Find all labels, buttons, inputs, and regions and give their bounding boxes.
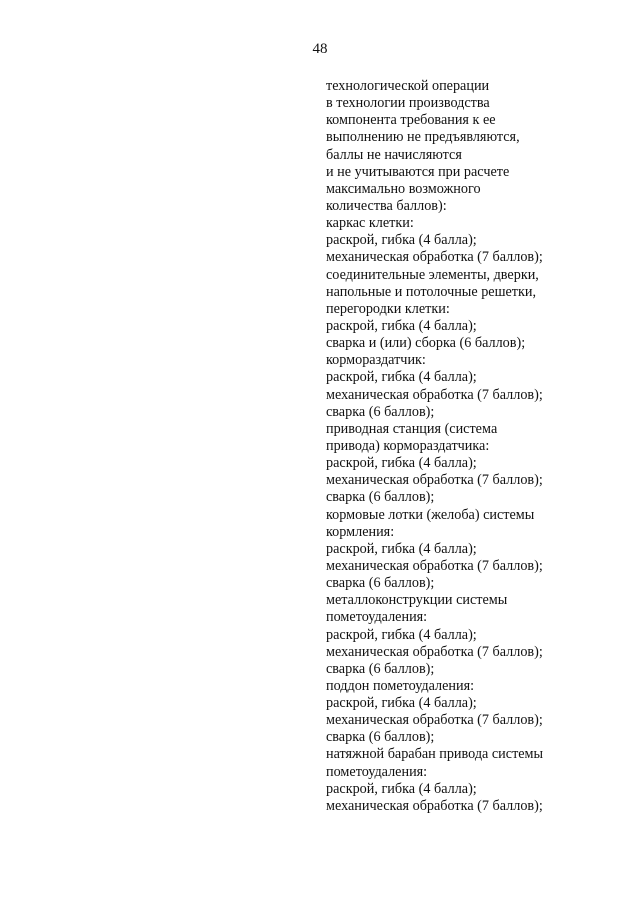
page-number: 48 [312,41,328,57]
text-line: механическая обработка (7 баллов); [326,386,543,403]
text-line: в технологии производства [326,95,490,112]
text-line: кормораздатчик: [326,352,426,369]
text-line: механическая обработка (7 баллов); [326,712,543,729]
text-line: каркас клетки: [326,215,414,232]
text-line: сварка (6 баллов); [326,489,435,506]
text-line: натяжной барабан привода системы [326,746,544,763]
text-line: баллы не начисляются [326,146,462,163]
text-line: технологической операции [326,78,490,94]
text-line: напольные и потолочные решетки, [326,283,537,300]
text-line: соединительные элементы, дверки, [326,266,539,283]
text-line: кормления: [326,523,395,540]
text-line: максимально возможного [326,180,481,197]
text-line: раскрой, гибка (4 балла); [326,540,477,557]
text-line: механическая обработка (7 баллов); [326,797,543,814]
text-line: раскрой, гибка (4 балла); [326,369,477,386]
text-line: привода) кормораздатчика: [326,437,490,454]
text-line: механическая обработка (7 баллов); [326,557,543,574]
text-line: раскрой, гибка (4 балла); [326,626,477,643]
text-line: кормовые лотки (желоба) системы [326,506,535,523]
text-line: поддон пометоудаления: [326,677,475,694]
text-line: сварка и (или) сборка (6 баллов); [326,335,526,352]
text-line: механическая обработка (7 баллов); [326,643,543,660]
text-line: раскрой, гибка (4 балла); [326,232,477,249]
text-line: раскрой, гибка (4 балла); [326,695,477,712]
text-line: механическая обработка (7 баллов); [326,249,543,266]
body-text [326,78,626,815]
text-line: пометоудаления: [326,763,428,780]
text-line: выполнению не предъявляются, [326,129,520,146]
text-line: механическая обработка (7 баллов); [326,472,543,489]
text-line: количества баллов): [326,197,447,214]
text-line: и не учитываются при расчете [326,163,510,180]
text-line: перегородки клетки: [326,300,450,317]
text-line: компонента требования к ее [326,112,496,129]
text-line: раскрой, гибка (4 балла); [326,317,477,334]
text-line: сварка (6 баллов); [326,660,435,677]
text-line: металлоконструкции системы [326,592,508,609]
text-line: сварка (6 баллов); [326,403,435,420]
text-line: сварка (6 баллов); [326,575,435,592]
text-line: раскрой, гибка (4 балла); [326,455,477,472]
text-line: сварка (6 баллов); [326,729,435,746]
text-line: пометоудаления: [326,609,428,626]
text-line: раскрой, гибка (4 балла); [326,780,477,797]
text-line: приводная станция (системa [326,420,498,437]
